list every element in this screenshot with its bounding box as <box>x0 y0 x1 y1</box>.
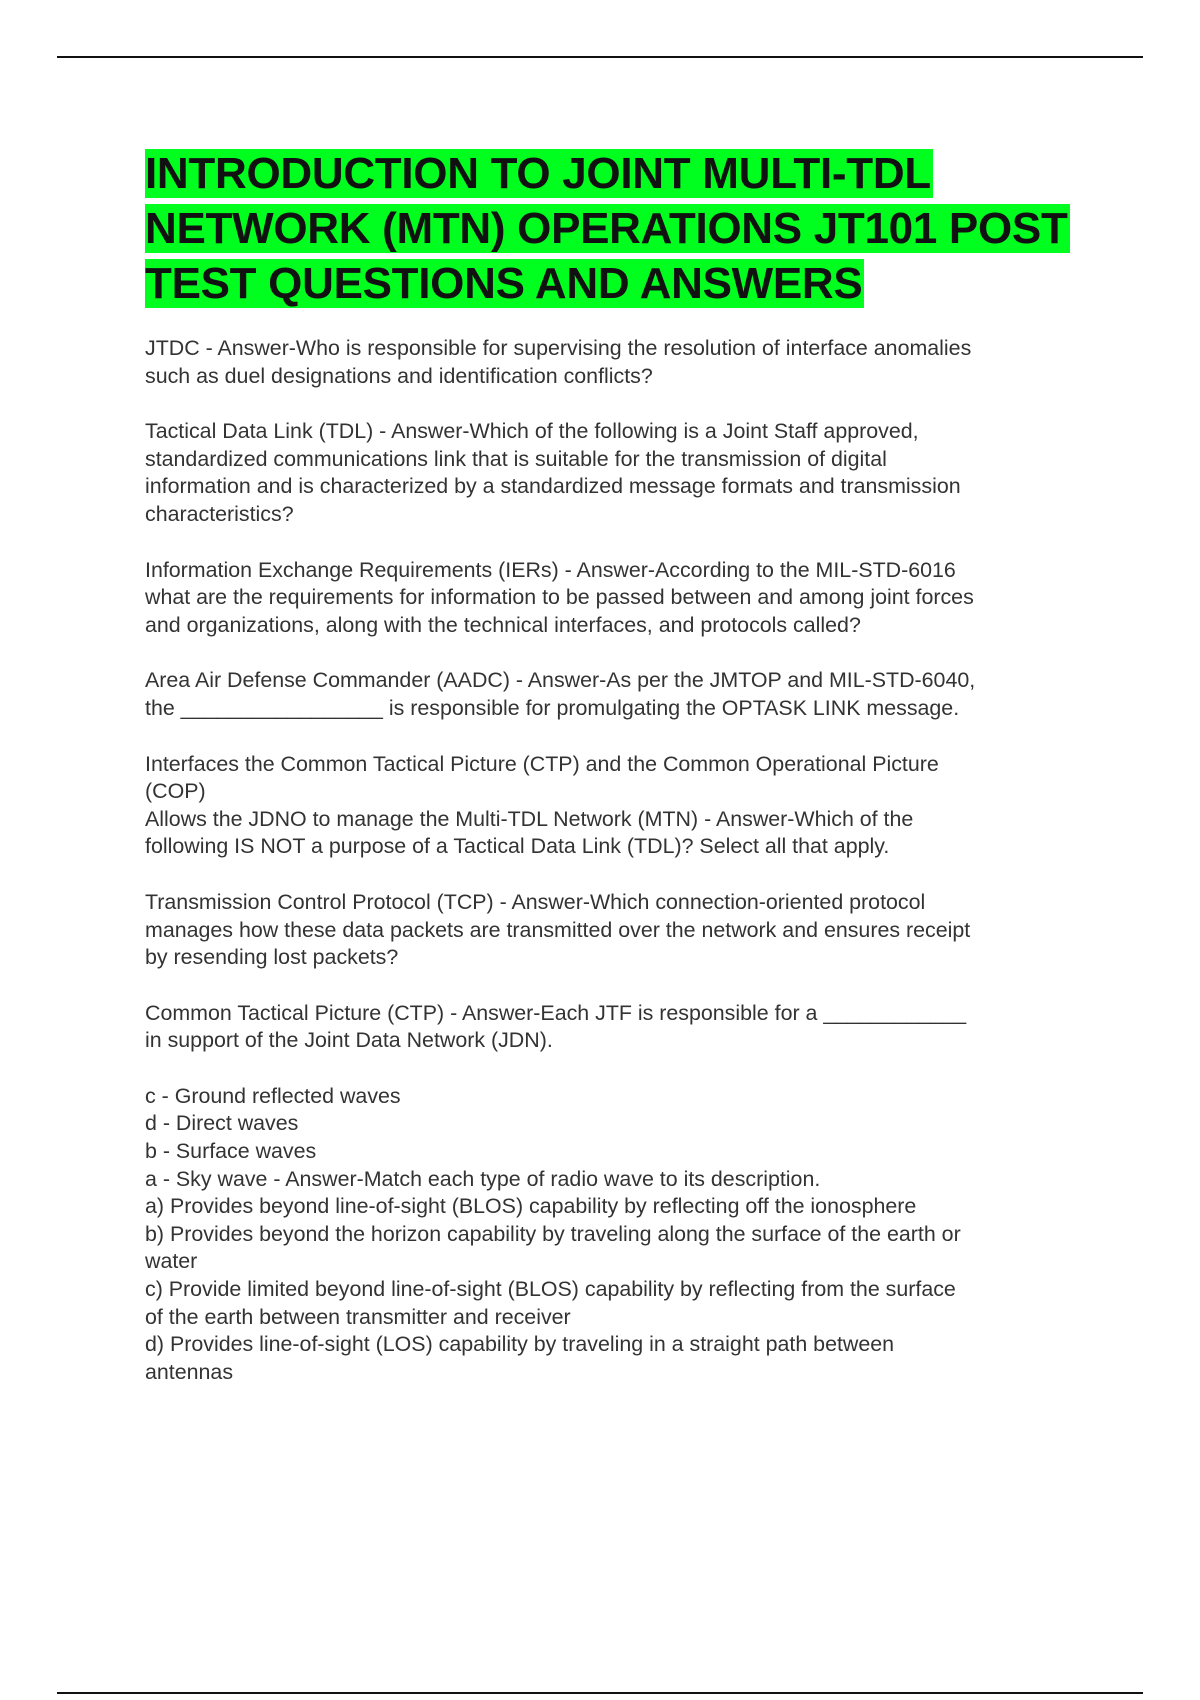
document-body <box>145 146 1095 1386</box>
qa-line: antennas <box>145 1359 234 1384</box>
qa-line: d) Provides line-of-sight (LOS) capability by traveling in a straight path between <box>145 1332 895 1357</box>
qa-entry <box>145 557 1095 640</box>
qa-line: of the earth between transmitter and receiver <box>145 1304 571 1329</box>
qa-line: standardized communications link that is suitable for the transmission of digital <box>145 446 887 471</box>
qa-entry <box>145 751 1095 861</box>
qa-line: b) Provides beyond the horizon capability by traveling along the surface of the earth or <box>145 1221 961 1246</box>
top-rule <box>57 56 1143 58</box>
qa-entry <box>145 335 1095 390</box>
qa-line: and organizations, along with the technical interfaces, and protocols called? <box>145 612 861 637</box>
qa-line: characteristics? <box>145 501 294 526</box>
qa-line: following IS NOT a purpose of a Tactical Data Link (TDL)? Select all that apply. <box>145 834 890 859</box>
qa-line: manages how these data packets are transmitted over the network and ensures receipt <box>145 917 971 942</box>
qa-line: b - Surface waves <box>145 1139 317 1164</box>
qa-line: in support of the Joint Data Network (JDN). <box>145 1028 553 1053</box>
qa-line: JTDC - Answer-Who is responsible for supervising the resolution of interface anomalies <box>145 336 972 360</box>
qa-entry <box>145 667 1095 722</box>
qa-entry <box>145 889 1095 972</box>
qa-line: (COP) <box>145 779 206 804</box>
bottom-rule <box>57 1692 1143 1694</box>
qa-line: Common Tactical Picture (CTP) - Answer-Each JTF is responsible for a ____________ <box>145 1000 967 1025</box>
qa-line: Area Air Defense Commander (AADC) - Answer-As per the JMTOP and MIL-STD-6040, <box>145 668 976 693</box>
qa-line: by resending lost packets? <box>145 945 399 970</box>
qa-entry <box>145 1083 1095 1387</box>
qa-line: Interfaces the Common Tactical Picture (CTP) and the Common Operational Picture <box>145 751 939 776</box>
qa-line: c) Provide limited beyond line-of-sight (BLOS) capability by reflecting from the surface <box>145 1277 956 1302</box>
qa-line: a) Provides beyond line-of-sight (BLOS) capability by reflecting off the ionosphere <box>145 1194 917 1219</box>
qa-entry <box>145 1000 1095 1055</box>
qa-entry <box>145 418 1095 528</box>
qa-line: Transmission Control Protocol (TCP) - Answer-Which connection-oriented protocol <box>145 889 926 914</box>
title-highlight: INTRODUCTION TO JOINT MULTI-TDL NETWORK (MTN) OPERATIONS JT101 POST TEST QUESTIONS AND ANSWERS <box>145 149 1068 308</box>
document-title <box>145 146 1095 311</box>
qa-line: Information Exchange Requirements (IERs) - Answer-According to the MIL-STD-6016 <box>145 557 956 582</box>
qa-line: information and is characterized by a standardized message formats and transmission <box>145 474 961 499</box>
qa-line: d - Direct waves <box>145 1111 299 1136</box>
qa-line: such as duel designations and identification conflicts? <box>145 363 653 388</box>
qa-line: a - Sky wave - Answer-Match each type of radio wave to its description. <box>145 1166 821 1191</box>
qa-line: c - Ground reflected waves <box>145 1083 401 1108</box>
qa-line: Allows the JDNO to manage the Multi-TDL Network (MTN) - Answer-Which of the <box>145 806 914 831</box>
qa-line: Tactical Data Link (TDL) - Answer-Which of the following is a Joint Staff approved, <box>145 419 919 444</box>
qa-line: what are the requirements for information to be passed between and among joint forces <box>145 585 974 610</box>
qa-line: water <box>145 1249 198 1274</box>
qa-list <box>145 335 1095 1386</box>
qa-line: the _________________ is responsible for promulgating the OPTASK LINK message. <box>145 695 960 720</box>
